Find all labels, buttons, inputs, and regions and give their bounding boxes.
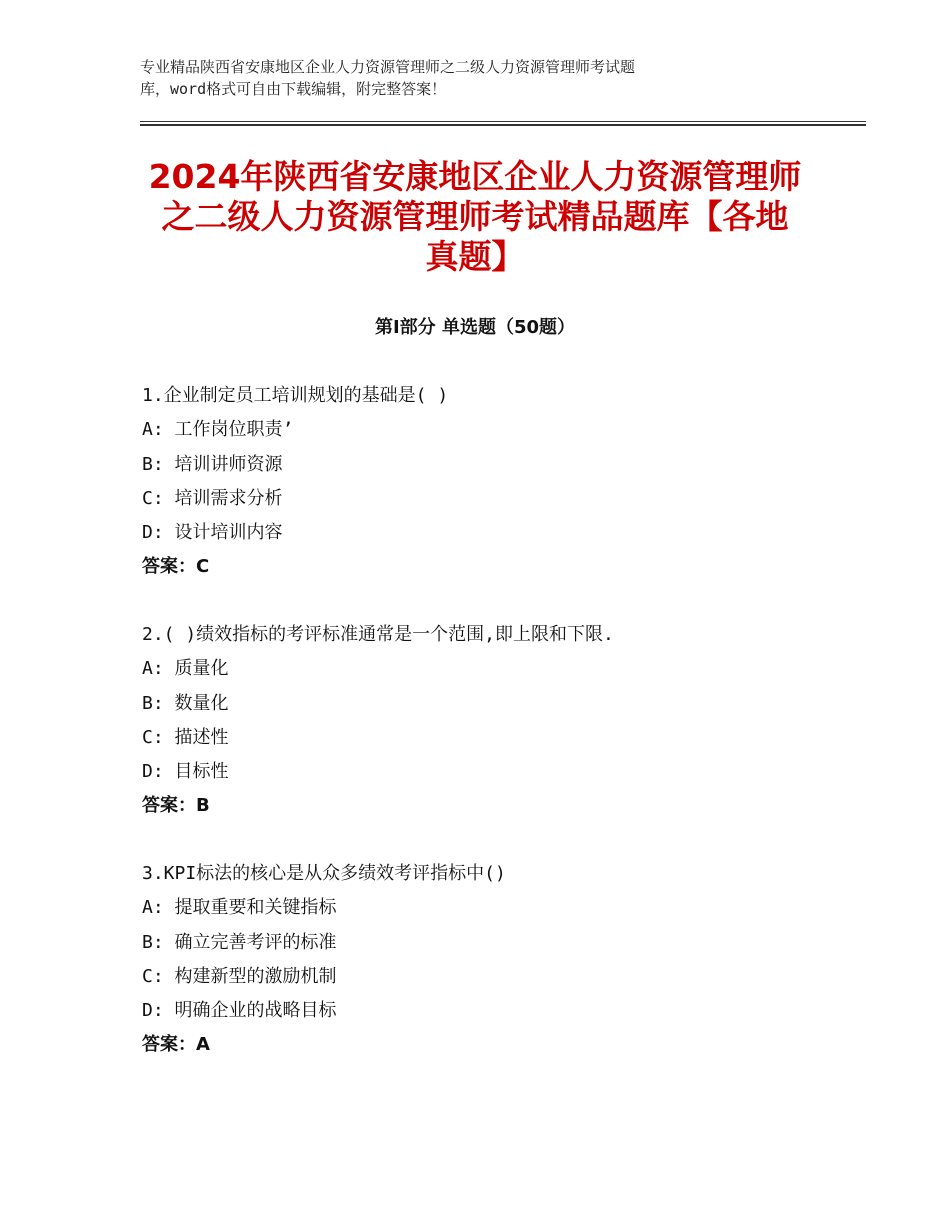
page-header xyxy=(140,56,820,100)
title-line-2: 之二级人力资源管理师考试精品题库【各地 xyxy=(161,197,789,236)
document-title xyxy=(120,157,830,277)
question-stem: 2.( )绩效指标的考评标准通常是一个范围,即上限和下限. xyxy=(142,624,614,645)
option-d: D: 目标性 xyxy=(142,761,229,783)
option-b: B: 确立完善考评的标准 xyxy=(142,931,337,953)
option-c: C: 构建新型的激励机制 xyxy=(142,965,337,987)
header-divider-thick xyxy=(140,124,866,126)
question-stem: 1.企业制定员工培训规划的基础是( ) xyxy=(142,385,449,406)
option-c: C: 培训需求分析 xyxy=(142,487,283,509)
question-2 xyxy=(142,623,842,829)
header-line-1: 专业精品陕西省安康地区企业人力资源管理师之二级人力资源管理师考试题 xyxy=(140,58,636,76)
question-3 xyxy=(142,862,842,1068)
option-b: B: 数量化 xyxy=(142,692,229,714)
option-b: B: 培训讲师资源 xyxy=(142,453,283,475)
answer-label: 答案：B xyxy=(142,795,210,817)
header-line-2: 库，word格式可自由下载编辑，附完整答案！ xyxy=(140,80,447,98)
option-c: C: 描述性 xyxy=(142,726,229,748)
title-line-1: 2024年陕西省安康地区企业人力资源管理师 xyxy=(148,157,802,196)
section-heading: 第Ⅰ部分 单选题（50题） xyxy=(374,317,575,338)
header-divider-thin xyxy=(140,121,866,122)
answer-label: 答案：C xyxy=(142,556,210,578)
option-a: A: 质量化 xyxy=(142,658,229,680)
question-stem: 3.KPI标法的核心是从众多绩效考评指标中() xyxy=(142,863,506,884)
option-d: D: 设计培训内容 xyxy=(142,522,283,544)
option-a: A: 提取重要和关键指标 xyxy=(142,897,337,919)
option-d: D: 明确企业的战略目标 xyxy=(142,1000,337,1022)
option-a: A: 工作岗位职责’ xyxy=(142,419,294,441)
title-line-3: 真题】 xyxy=(425,237,525,276)
question-1 xyxy=(142,384,842,590)
answer-label: 答案：A xyxy=(142,1034,210,1056)
